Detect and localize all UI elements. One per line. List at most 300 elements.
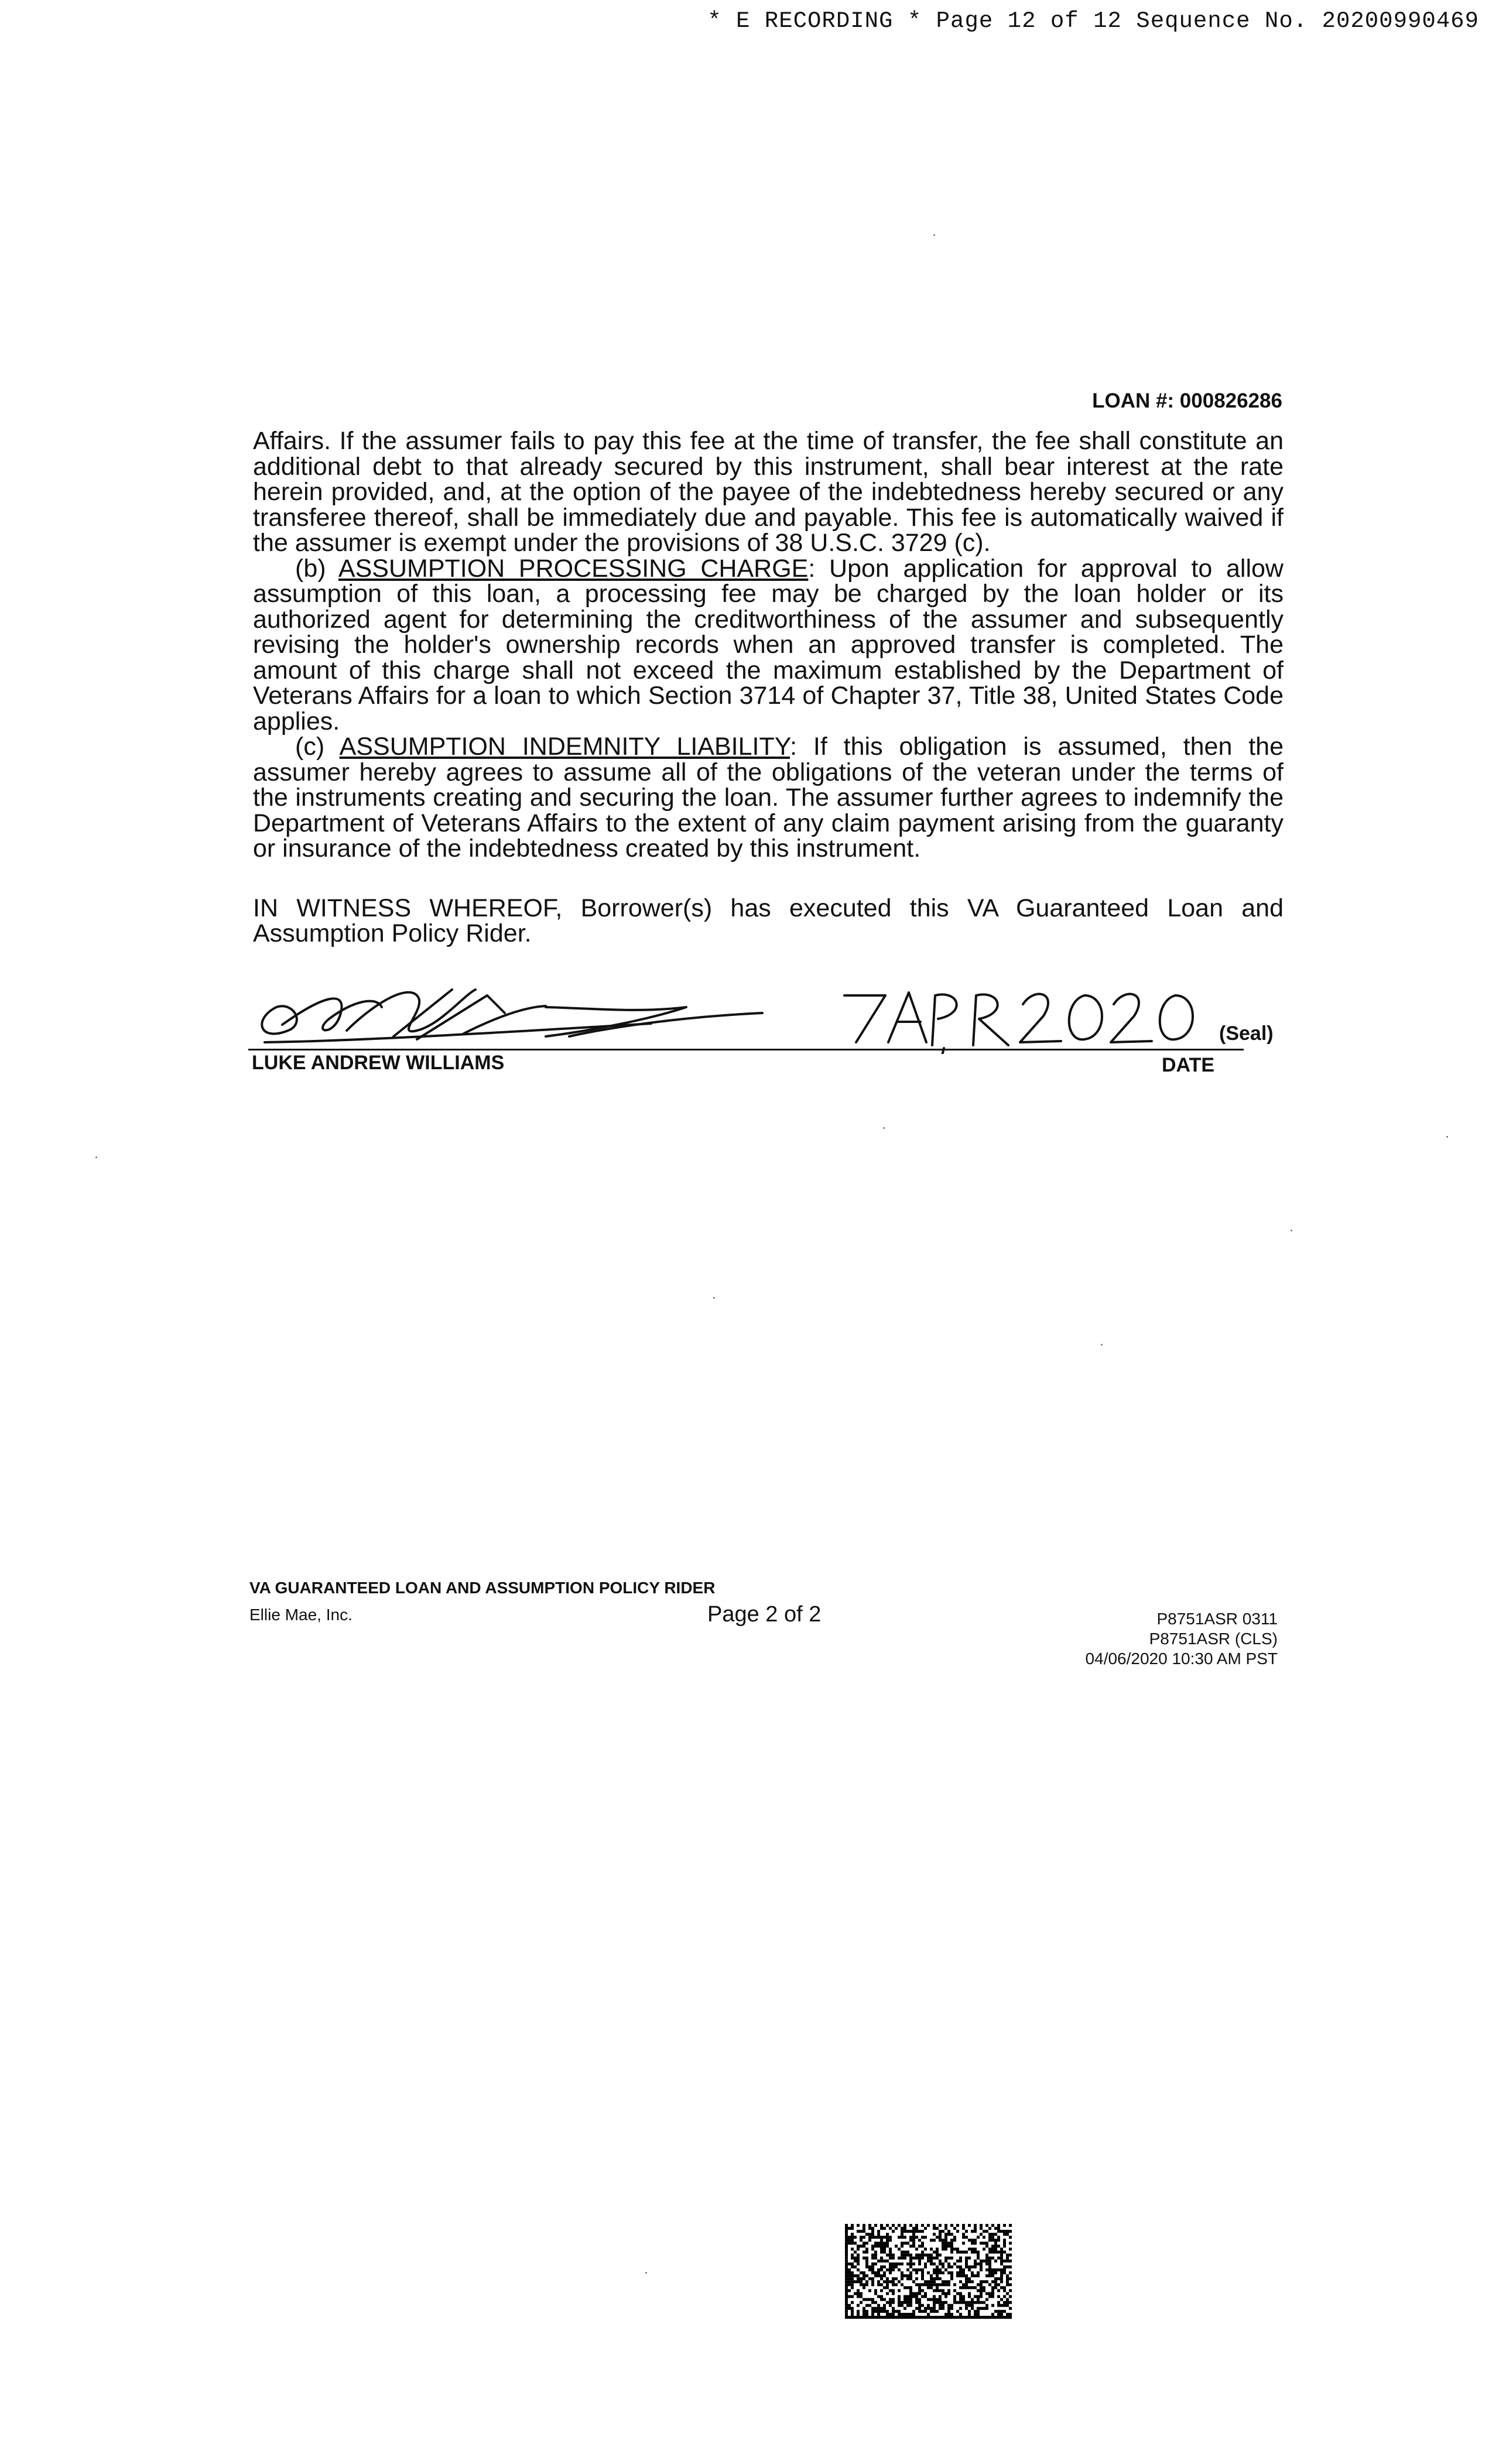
barcode-cell [851, 2316, 854, 2319]
barcode-cell [942, 2263, 944, 2265]
barcode-cell [1009, 2241, 1012, 2244]
barcode-cell [933, 2233, 936, 2236]
barcode-cell [933, 2251, 936, 2254]
loan-number: LOAN #: 000826286 [1092, 389, 1282, 412]
barcode-cell [909, 2224, 912, 2227]
barcode-cell [865, 2265, 868, 2268]
barcode-cell [965, 2265, 968, 2268]
barcode-cell [851, 2295, 854, 2298]
barcode-cell [886, 2313, 889, 2316]
barcode-cell [950, 2244, 953, 2247]
barcode-cell [997, 2316, 1000, 2319]
barcode-cell [901, 2233, 903, 2236]
barcode-cell [942, 2239, 944, 2241]
barcode-cell [918, 2286, 921, 2289]
barcode-cell [988, 2292, 991, 2295]
barcode-cell [883, 2244, 886, 2247]
section-b-heading: ASSUMPTION PROCESSING CHARGE [338, 554, 809, 583]
barcode-cell [886, 2260, 889, 2263]
barcode-cell [1000, 2230, 1003, 2233]
barcode-cell [962, 2227, 965, 2230]
barcode-cell [857, 2313, 860, 2316]
barcode-cell [944, 2313, 947, 2316]
barcode-cell [959, 2271, 962, 2274]
barcode-cell [971, 2239, 974, 2241]
barcode-cell [860, 2295, 863, 2298]
barcode-cell [857, 2316, 860, 2319]
barcode-cell [965, 2301, 968, 2304]
barcode-cell [871, 2227, 874, 2230]
barcode-cell [953, 2263, 956, 2265]
barcode-cell [886, 2316, 889, 2319]
barcode-cell [965, 2257, 968, 2260]
barcode-cell [956, 2310, 959, 2313]
barcode-cell [985, 2244, 988, 2247]
barcode-cell [845, 2263, 848, 2265]
barcode-cell [1006, 2257, 1009, 2260]
barcode-cell [909, 2257, 912, 2260]
barcode-cell [974, 2316, 977, 2319]
barcode-cell [909, 2298, 912, 2301]
barcode-cell [895, 2310, 898, 2313]
barcode-cell [1003, 2301, 1006, 2304]
barcode-cell [985, 2316, 988, 2319]
barcode-cell [956, 2248, 959, 2251]
barcode-cell [997, 2277, 1000, 2280]
barcode-cell [947, 2292, 950, 2295]
barcode-cell [933, 2239, 936, 2241]
barcode-cell [980, 2295, 983, 2298]
barcode-cell [939, 2254, 942, 2257]
barcode-cell [845, 2277, 848, 2280]
barcode-cell [930, 2239, 933, 2241]
barcode-cell [845, 2295, 848, 2298]
barcode-cell [845, 2307, 848, 2310]
barcode-cell [889, 2313, 892, 2316]
barcode-cell [912, 2236, 915, 2239]
barcode-cell [921, 2257, 924, 2260]
barcode-cell [860, 2244, 863, 2247]
barcode-cell [944, 2236, 947, 2239]
barcode-cell [930, 2248, 933, 2251]
barcode-cell [994, 2233, 997, 2236]
barcode-cell [988, 2265, 991, 2268]
barcode-cell [909, 2289, 912, 2292]
barcode-cell [924, 2227, 927, 2230]
barcode-cell [936, 2268, 939, 2271]
barcode-cell [965, 2307, 968, 2310]
barcode-cell [939, 2233, 942, 2236]
barcode-cell [930, 2263, 933, 2265]
scan-speck [1291, 1230, 1292, 1231]
barcode-cell [968, 2248, 971, 2251]
barcode-cell [1000, 2298, 1003, 2301]
barcode-cell [953, 2248, 956, 2251]
barcode-cell [892, 2257, 895, 2260]
barcode-cell [857, 2244, 860, 2247]
barcode-cell [971, 2307, 974, 2310]
barcode-cell [906, 2241, 909, 2244]
barcode-cell [863, 2316, 865, 2319]
barcode-cell [924, 2280, 927, 2283]
barcode-cell [854, 2260, 857, 2263]
barcode-cell [921, 2268, 924, 2271]
handwritten-date-icon [833, 972, 1219, 1054]
barcode-cell [854, 2257, 857, 2260]
barcode-cell [936, 2236, 939, 2239]
barcode-cell [901, 2274, 903, 2277]
barcode-cell [889, 2301, 892, 2304]
barcode-cell [1009, 2316, 1012, 2319]
barcode-cell [848, 2277, 851, 2280]
barcode-cell [1006, 2316, 1009, 2319]
barcode-cell [936, 2286, 939, 2289]
barcode-cell [901, 2277, 903, 2280]
barcode-cell [886, 2277, 889, 2280]
barcode-cell [927, 2307, 930, 2310]
2d-barcode-icon [845, 2224, 1012, 2319]
barcode-cell [997, 2230, 1000, 2233]
barcode-cell [865, 2298, 868, 2301]
barcode-cell [977, 2254, 980, 2257]
barcode-cell [921, 2316, 924, 2319]
barcode-cell [883, 2307, 886, 2310]
barcode-cell [939, 2230, 942, 2233]
form-code-cls: P8751ASR (CLS) [1149, 1630, 1278, 1648]
barcode-cell [889, 2316, 892, 2319]
barcode-cell [901, 2263, 903, 2265]
barcode-cell [977, 2271, 980, 2274]
barcode-cell [921, 2224, 924, 2227]
barcode-cell [921, 2254, 924, 2257]
barcode-cell [942, 2248, 944, 2251]
barcode-cell [851, 2227, 854, 2230]
barcode-cell [892, 2268, 895, 2271]
barcode-cell [924, 2236, 927, 2239]
barcode-cell [939, 2271, 942, 2274]
barcode-cell [985, 2254, 988, 2257]
barcode-cell [854, 2292, 857, 2295]
barcode-cell [991, 2289, 994, 2292]
barcode-cell [968, 2268, 971, 2271]
barcode-cell [845, 2316, 848, 2319]
barcode-cell [863, 2257, 865, 2260]
barcode-cell [857, 2310, 860, 2313]
barcode-cell [918, 2283, 921, 2286]
barcode-cell [912, 2295, 915, 2298]
barcode-cell [921, 2304, 924, 2307]
barcode-cell [942, 2301, 944, 2304]
barcode-cell [962, 2233, 965, 2236]
barcode-cell [983, 2280, 985, 2283]
print-timestamp: 04/06/2020 10:30 AM PST [1085, 1649, 1278, 1668]
barcode-cell [930, 2274, 933, 2277]
barcode-cell [988, 2251, 991, 2254]
barcode-cell [959, 2280, 962, 2283]
barcode-cell [857, 2289, 860, 2292]
barcode-cell [980, 2292, 983, 2295]
barcode-cell [944, 2248, 947, 2251]
barcode-cell [903, 2316, 906, 2319]
barcode-cell [871, 2277, 874, 2280]
barcode-cell [898, 2289, 901, 2292]
barcode-cell [997, 2251, 1000, 2254]
barcode-cell [994, 2316, 997, 2319]
barcode-cell [918, 2310, 921, 2313]
barcode-cell [1000, 2304, 1003, 2307]
barcode-cell [1000, 2254, 1003, 2257]
barcode-cell [877, 2268, 880, 2271]
barcode-cell [874, 2254, 877, 2257]
barcode-cell [903, 2307, 906, 2310]
barcode-cell [991, 2257, 994, 2260]
barcode-cell [898, 2316, 901, 2319]
barcode-cell [936, 2254, 939, 2257]
barcode-cell [944, 2292, 947, 2295]
barcode-cell [965, 2263, 968, 2265]
barcode-cell [895, 2316, 898, 2319]
barcode-cell [1006, 2254, 1009, 2257]
barcode-cell [974, 2260, 977, 2263]
barcode-cell [1003, 2265, 1006, 2268]
barcode-cell [889, 2298, 892, 2301]
barcode-cell [868, 2268, 871, 2271]
barcode-cell [997, 2236, 1000, 2239]
barcode-cell [965, 2283, 968, 2286]
barcode-cell [947, 2244, 950, 2247]
barcode-cell [933, 2268, 936, 2271]
barcode-cell [991, 2280, 994, 2283]
barcode-cell [1009, 2236, 1012, 2239]
barcode-cell [994, 2241, 997, 2244]
barcode-cell [1006, 2301, 1009, 2304]
barcode-cell [1003, 2241, 1006, 2244]
barcode-cell [994, 2277, 997, 2280]
barcode-cell [845, 2251, 848, 2254]
barcode-cell [901, 2230, 903, 2233]
barcode-cell [892, 2224, 895, 2227]
barcode-cell [898, 2313, 901, 2316]
barcode-cell [901, 2241, 903, 2244]
barcode-cell [968, 2316, 971, 2319]
barcode-cell [851, 2239, 854, 2241]
barcode-cell [927, 2260, 930, 2263]
barcode-cell [983, 2289, 985, 2292]
barcode-cell [909, 2277, 912, 2280]
section-c-heading: ASSUMPTION INDEMNITY LIABILITY [339, 733, 790, 761]
barcode-cell [988, 2263, 991, 2265]
barcode-cell [944, 2239, 947, 2241]
barcode-cell [871, 2268, 874, 2271]
barcode-cell [903, 2301, 906, 2304]
barcode-cell [997, 2257, 1000, 2260]
barcode-cell [944, 2227, 947, 2230]
barcode-cell [883, 2298, 886, 2301]
barcode-cell [956, 2274, 959, 2277]
barcode-cell [880, 2244, 883, 2247]
barcode-cell [971, 2298, 974, 2301]
barcode-cell [921, 2289, 924, 2292]
barcode-cell [886, 2268, 889, 2271]
barcode-cell [991, 2286, 994, 2289]
barcode-cell [1003, 2286, 1006, 2289]
barcode-cell [1009, 2289, 1012, 2292]
barcode-cell [874, 2316, 877, 2319]
barcode-cell [930, 2283, 933, 2286]
barcode-cell [977, 2274, 980, 2277]
barcode-cell [860, 2283, 863, 2286]
section-b [253, 556, 1284, 735]
barcode-cell [906, 2298, 909, 2301]
barcode-cell [924, 2265, 927, 2268]
barcode-cell [871, 2271, 874, 2274]
barcode-cell [1003, 2271, 1006, 2274]
footer-title: VA GUARANTEED LOAN AND ASSUMPTION POLICY RIDER [249, 1579, 716, 1597]
barcode-cell [854, 2274, 857, 2277]
barcode-cell [880, 2248, 883, 2251]
barcode-cell [944, 2316, 947, 2319]
barcode-cell [903, 2313, 906, 2316]
barcode-cell [988, 2283, 991, 2286]
barcode-cell [1003, 2268, 1006, 2271]
barcode-cell [980, 2307, 983, 2310]
barcode-cell [1003, 2316, 1006, 2319]
barcode-cell [936, 2310, 939, 2313]
barcode-cell [918, 2268, 921, 2271]
barcode-cell [927, 2313, 930, 2316]
barcode-cell [901, 2244, 903, 2247]
scan-speck [95, 1156, 97, 1158]
barcode-cell [980, 2289, 983, 2292]
barcode-cell [1009, 2248, 1012, 2251]
barcode-cell [1006, 2283, 1009, 2286]
barcode-cell [974, 2301, 977, 2304]
barcode-cell [994, 2280, 997, 2283]
barcode-cell [924, 2248, 927, 2251]
barcode-cell [863, 2313, 865, 2316]
barcode-cell [915, 2268, 918, 2271]
barcode-cell [860, 2236, 863, 2239]
barcode-cell [983, 2301, 985, 2304]
barcode-cell [901, 2316, 903, 2319]
barcode-cell [933, 2310, 936, 2313]
barcode-cell [942, 2304, 944, 2307]
barcode-cell [944, 2260, 947, 2263]
barcode-cell [1006, 2292, 1009, 2295]
barcode-cell [863, 2244, 865, 2247]
barcode-cell [898, 2310, 901, 2313]
barcode-cell [912, 2233, 915, 2236]
barcode-cell [889, 2251, 892, 2254]
barcode-cell [1009, 2271, 1012, 2274]
barcode-cell [930, 2277, 933, 2280]
barcode-cell [868, 2224, 871, 2227]
barcode-cell [860, 2280, 863, 2283]
barcode-cell [886, 2254, 889, 2257]
barcode-cell [939, 2236, 942, 2239]
barcode-cell [985, 2257, 988, 2260]
barcode-cell [901, 2251, 903, 2254]
barcode-cell [933, 2280, 936, 2283]
barcode-cell [906, 2254, 909, 2257]
barcode-cell [971, 2316, 974, 2319]
barcode-cell [944, 2268, 947, 2271]
barcode-cell [892, 2283, 895, 2286]
barcode-cell [950, 2307, 953, 2310]
barcode-cell [994, 2244, 997, 2247]
barcode-cell [936, 2289, 939, 2292]
barcode-cell [871, 2263, 874, 2265]
barcode-cell [903, 2254, 906, 2257]
barcode-cell [991, 2316, 994, 2319]
barcode-cell [865, 2257, 868, 2260]
barcode-cell [906, 2277, 909, 2280]
barcode-cell [851, 2263, 854, 2265]
barcode-cell [962, 2295, 965, 2298]
barcode-cell [892, 2277, 895, 2280]
barcode-cell [912, 2227, 915, 2230]
barcode-cell [980, 2227, 983, 2230]
barcode-cell [912, 2230, 915, 2233]
barcode-cell [921, 2241, 924, 2244]
barcode-cell [939, 2283, 942, 2286]
barcode-cell [974, 2286, 977, 2289]
form-code: P8751ASR 0311 [1156, 1610, 1278, 1628]
barcode-cell [942, 2292, 944, 2295]
barcode-cell [901, 2227, 903, 2230]
barcode-cell [971, 2230, 974, 2233]
barcode-cell [944, 2233, 947, 2236]
barcode-cell [880, 2236, 883, 2239]
barcode-cell [909, 2304, 912, 2307]
barcode-cell [854, 2280, 857, 2283]
barcode-cell [939, 2277, 942, 2280]
barcode-cell [871, 2316, 874, 2319]
barcode-cell [851, 2254, 854, 2257]
barcode-cell [851, 2280, 854, 2283]
barcode-cell [915, 2316, 918, 2319]
barcode-cell [924, 2310, 927, 2313]
barcode-cell [868, 2298, 871, 2301]
barcode-cell [845, 2254, 848, 2257]
barcode-cell [942, 2283, 944, 2286]
barcode-cell [968, 2277, 971, 2280]
barcode-cell [909, 2316, 912, 2319]
barcode-cell [965, 2280, 968, 2283]
barcode-cell [857, 2268, 860, 2271]
barcode-cell [936, 2248, 939, 2251]
barcode-cell [968, 2304, 971, 2307]
barcode-cell [974, 2227, 977, 2230]
barcode-cell [988, 2316, 991, 2319]
barcode-cell [848, 2239, 851, 2241]
barcode-cell [883, 2265, 886, 2268]
barcode-cell [851, 2301, 854, 2304]
barcode-cell [936, 2316, 939, 2319]
barcode-cell [895, 2283, 898, 2286]
barcode-cell [886, 2244, 889, 2247]
barcode-cell [974, 2265, 977, 2268]
barcode-cell [898, 2268, 901, 2271]
barcode-cell [927, 2257, 930, 2260]
barcode-cell [980, 2265, 983, 2268]
barcode-cell [868, 2316, 871, 2319]
barcode-cell [851, 2286, 854, 2289]
barcode-cell [877, 2295, 880, 2298]
barcode-cell [994, 2260, 997, 2263]
barcode-cell [874, 2271, 877, 2274]
barcode-cell [965, 2316, 968, 2319]
